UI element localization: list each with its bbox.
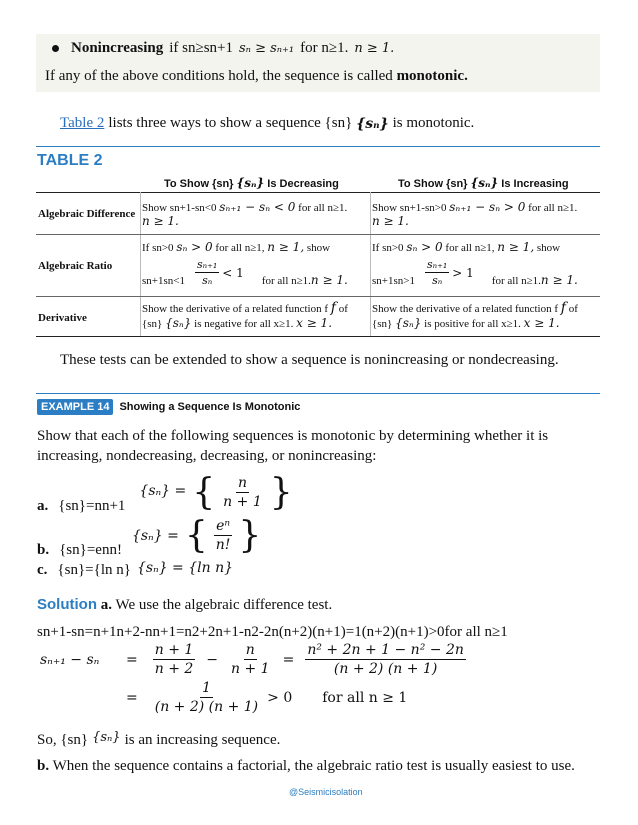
deriv-dec-math2: {sₙ} [165,316,192,330]
table2-link[interactable]: Table 2 [60,115,105,131]
deriv-inc-math2: {sₙ} [395,316,422,330]
item-a-den: n + 1 [223,494,262,510]
item-a-lhs: {sₙ} = [139,482,187,499]
row-label-algebraic-difference: Algebraic Difference [38,208,136,220]
ratio-inc-text3: sn+1sn>1 [372,274,415,287]
header-inc-math: {sₙ} [470,176,499,190]
row-label-derivative: Derivative [38,312,87,324]
table-ref-text1: lists three ways to show a sequence {sn} [108,115,353,131]
header-dec-text2: Is Decreasing [267,178,339,190]
item-a-fraction [221,475,264,510]
bullet-math2: n ≥ 1. [354,41,395,56]
ratio-dec-math3: n ≥ 1. [310,272,348,287]
disp2-eq: = [126,689,138,706]
watermark-footer: @Seismicisolation [289,787,363,797]
ratio-inc-den: sₙ [432,274,443,287]
solution-equation-text: sn+1-sn=n+1n+2-nn+1=n2+2n+1-n2-2n(n+2)(n+1)=1(n+2)(n+1)>0for all n≥1 [37,624,508,640]
ratio-inc-cell-bottom [372,258,578,287]
table-title: TABLE 2 [37,152,103,169]
example-item-a [37,470,293,515]
item-b-num: eⁿ [216,518,231,534]
ratio-inc-text4: for all n≥1. [491,274,541,287]
header-inc-text2: Is Increasing [501,178,569,190]
item-a-brace-close: } [269,472,293,513]
ratio-dec-fraction [195,258,219,287]
table-ref-paragraph [60,115,474,132]
ratio-dec-text4: for all n≥1. [261,274,311,287]
display-equation-1 [40,642,469,677]
example-prompt: Show that each of the following sequences is monotonic by determining whether it is increasing, nondecreasing, decreasing, or nonincreasing: [37,428,549,464]
deriv-inc-text: Show the derivative of a related function f [372,303,559,315]
ratio-dec-cell-bottom [142,258,348,287]
deriv-inc-of: of [568,303,578,315]
row-label-algebraic-ratio: Algebraic Ratio [38,260,113,272]
bullet-math: sₙ ≥ sₙ₊₁ [239,41,295,56]
disp-frac1 [153,642,196,677]
so-math: {sₙ} [92,730,121,745]
mono-term: monotonic. [396,68,468,84]
item-b-brace-close: } [238,515,262,556]
item-a-brace-open: { [192,472,216,513]
header-increasing [398,176,569,190]
disp-frac3-num: n² + 2n + 1 − n² − 2n [307,642,464,658]
header-dec-text: To Show {sn} [164,178,234,190]
diff-inc-text2: for all n≥1. [528,202,578,214]
deriv-inc-seq: {sn} [372,318,393,330]
solution-line [37,596,332,614]
ratio-inc-fraction [425,258,449,287]
deriv-inc-math: f [560,300,566,316]
item-b-fraction [214,518,233,553]
diff-inc-math2: n ≥ 1. [372,214,409,228]
example-title: Showing a Sequence Is Monotonic [119,401,301,413]
example-badge: EXAMPLE 14 [37,399,113,415]
diff-inc-cell [372,200,577,228]
diff-dec-text: Show sn+1-sn<0 [142,202,217,214]
item-a-letter: a. [37,498,49,514]
bullet-term: Nonincreasing [71,40,164,56]
ratio-dec-math2: n ≥ 1, [267,240,305,254]
ratio-dec-show: show [306,242,331,254]
diff-dec-math2: n ≥ 1. [142,214,179,228]
ratio-inc-num: sₙ₊₁ [426,258,448,271]
diff-inc-math: sₙ₊₁ − sₙ > 0 [449,200,526,214]
row2-rule [36,296,600,297]
so-text2: is an increasing sequence. [124,732,281,748]
table-ref-math: {sₙ} [356,115,389,132]
disp-frac2 [229,642,272,677]
example-top-rule [36,393,600,394]
item-b-brace-open: { [184,515,208,556]
disp-frac3 [305,642,466,677]
solution-a-text: We use the algebraic difference test. [115,597,333,613]
deriv-dec-math: f [330,300,336,316]
header-dec-math: {sₙ} [236,176,265,190]
diff-dec-cell [142,200,347,228]
header-decreasing [164,176,339,190]
disp-minus: − [206,651,219,668]
item-c-math: {sₙ} = {ln n} [136,559,234,576]
deriv-dec-text: Show the derivative of a related function f [142,303,329,315]
ratio-inc-text: If sn>0 [372,242,404,254]
so-text1: So, {sn} [37,732,89,748]
ratio-dec-math: sₙ > 0 [176,240,213,254]
deriv-inc-text2: is positive for all x≥1. [424,318,521,330]
item-a-num: n [237,475,247,491]
definition-box [36,34,600,92]
ratio-inc-math: sₙ > 0 [406,240,443,254]
ratio-inc-show: show [536,242,561,254]
diff-dec-math: sₙ₊₁ − sₙ < 0 [219,200,296,214]
deriv-inc-math3: x ≥ 1. [523,316,560,330]
table-bottom-rule [36,336,600,337]
ratio-dec-num: sₙ₊₁ [196,258,218,271]
col-divider-1 [140,192,141,336]
disp-frac3-den: (n + 2) (n + 1) [333,661,438,677]
ratio-dec-cell-top [142,240,330,254]
example-heading [37,399,300,415]
solution-conclusion-a [37,732,280,749]
disp-frac4 [153,680,260,715]
display-equation-2 [126,680,407,715]
item-c-text: {sn}={ln n} [57,562,131,578]
item-c-letter: c. [37,562,48,578]
ratio-inc-math2: n ≥ 1, [497,240,535,254]
diff-dec-text2: for all n≥1. [298,202,348,214]
disp-eq2: = [282,651,295,668]
disp2-gt0: > 0 [267,689,293,706]
ratio-dec-rel: < 1 [222,265,244,280]
ratio-inc-text2: for all n≥1, [445,242,495,254]
table-ref-text2: is monotonic. [392,115,475,131]
disp-frac1-num: n + 1 [154,642,194,658]
disp-eq1: = [126,651,138,668]
deriv-dec-of: of [338,303,348,315]
extend-paragraph: These tests can be extended to show a sequence is nonincreasing or nondecreasing. [60,352,559,368]
item-b-den: n! [215,537,231,553]
disp-frac2-den: n + 1 [231,661,270,677]
item-b-lhs: {sₙ} = [131,527,179,544]
solution-b-letter: b. [37,758,50,774]
disp-frac4-num: 1 [201,680,211,696]
deriv-inc-cell [372,300,578,330]
header-inc-text: To Show {sn} [398,178,468,190]
deriv-dec-cell [142,300,348,330]
ratio-dec-text2: for all n≥1, [215,242,265,254]
ratio-dec-text: If sn>0 [142,242,174,254]
deriv-dec-text2: is negative for all x≥1. [194,318,294,330]
solution-b-line [37,758,575,775]
item-a-text: {sn}=nn+1 [58,498,126,514]
disp-frac4-den: (n + 2) (n + 1) [154,699,259,715]
ratio-inc-math3: n ≥ 1. [540,272,578,287]
solution-b-text: When the sequence contains a factorial, the algebraic ratio test is usually easiest to use. [52,758,575,774]
deriv-dec-seq: {sn} [142,318,163,330]
table-top-rule [36,146,600,147]
example-item-b [37,512,261,559]
col-divider-2 [370,192,371,336]
ratio-inc-rel: > 1 [452,265,474,280]
ratio-inc-cell-top [372,240,560,254]
deriv-dec-math3: x ≥ 1. [296,316,333,330]
item-b-text: {sn}=enn! [59,542,122,558]
bullet-text: if sn≥sn+1 [169,40,234,56]
ratio-dec-text3: sn+1sn<1 [142,274,185,287]
example-item-c [37,559,234,579]
bullet-icon [52,45,59,52]
table-header-rule [36,192,600,193]
disp2-forall: for all n ≥ 1 [322,689,408,706]
disp-frac1-den: n + 2 [154,661,194,677]
row1-rule [36,234,600,235]
item-b-letter: b. [37,542,50,558]
bullet-tail: for n≥1. [300,40,349,56]
monotonic-definition [45,68,468,85]
disp-lhs: sₙ₊₁ − sₙ [40,651,100,668]
ratio-dec-den: sₙ [202,274,213,287]
disp-frac2-num: n [245,642,255,658]
diff-inc-text: Show sn+1-sn>0 [372,202,447,214]
mono-text: If any of the above conditions hold, the sequence is called [45,68,393,84]
nonincreasing-bullet [52,40,394,57]
solution-a-letter: a. [100,597,112,613]
solution-label: Solution [37,596,97,613]
